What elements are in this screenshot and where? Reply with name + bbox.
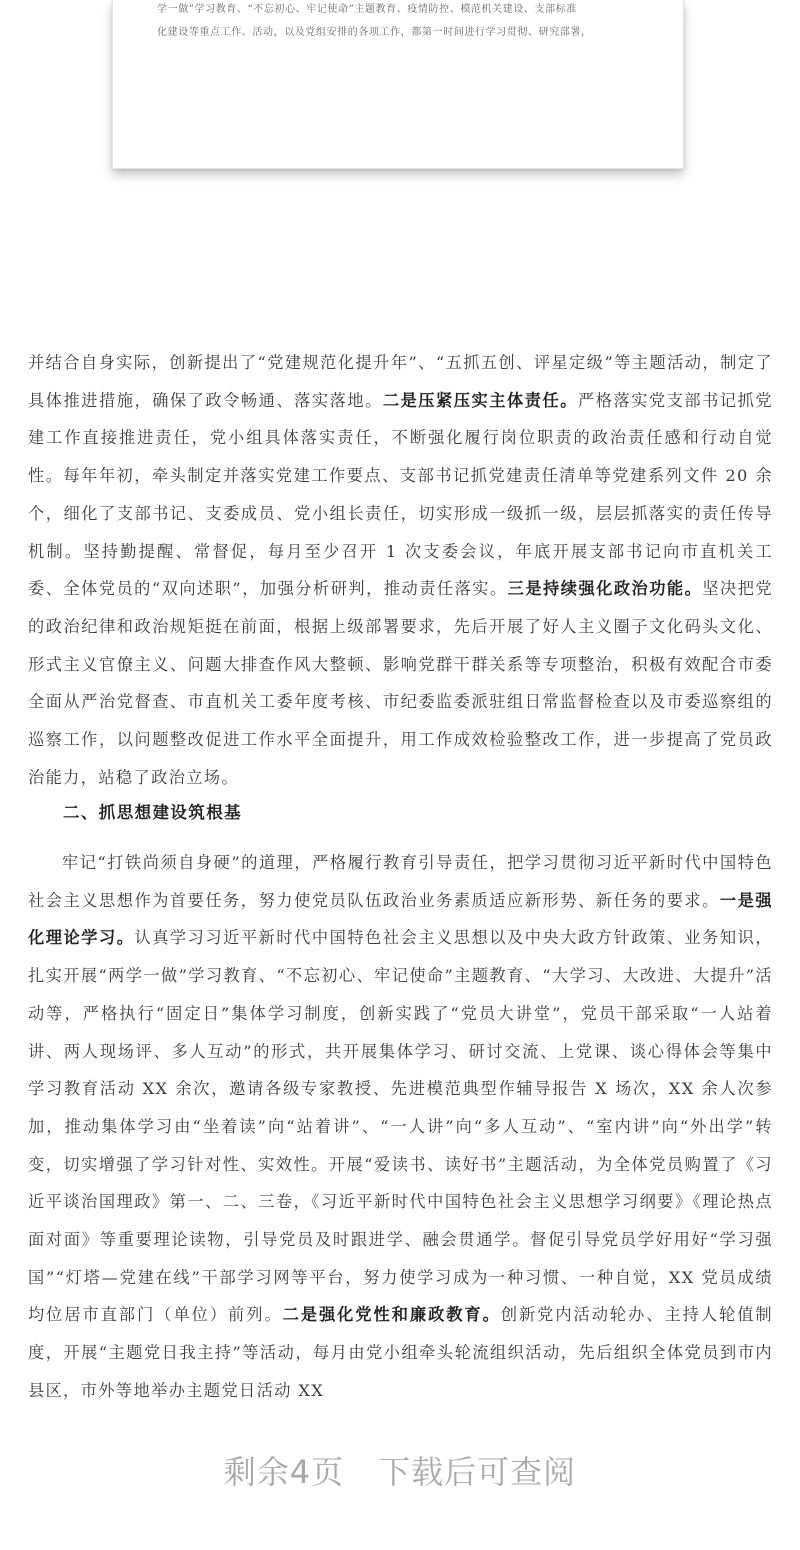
download-to-view-label: 下载后可查阅 [378, 1453, 577, 1491]
body-paragraph [28, 344, 773, 796]
paragraph-text: 严格落实党支部书记抓党建工作直接推进责任，党小组具体落实责任，不断强化履行岗位职责的政治责任感和行动自觉性。每年年初，牵头制定并落实党建工作要点、支部书记抓党建责任清单等党建系列文件 20 余个，细化了支部书记、支委成员、党小组长责任，切实形成一级抓一级，层层抓落实的责任传导机制。坚持勤提醒、常督促，每月至少召开 1 次支委会议，年底开展支部书记向市直机关工委、全体党员的“双向述职”，加强分析研判，推动责任落实。 [28, 390, 773, 599]
bold-subheading: 二是强化党性和廉政教育。 [282, 1305, 501, 1325]
paragraph-text: 并结合自身实际，创新提出了“党建规范化提升年”、“五抓五创、评星定级”等主题活动，制定了具体推进措施，确保了政令畅通、落实落地。 [28, 353, 773, 410]
previous-page-preview [112, 0, 684, 169]
bold-subheading: 一是强化理论学习。 [28, 890, 773, 948]
preview-text-line: 学一做”学习教育、“不忘初心、牢记使命”主题教育、疫情防控、模范机关建设、支部标准 [157, 4, 577, 15]
remaining-pages-count: 剩余4页 [223, 1453, 345, 1491]
bold-subheading: 二是压紧压实主体责任。 [382, 390, 578, 410]
section-heading: 二、抓思想建设筑根基 [63, 803, 242, 822]
paragraph-text: 坚决把党的政治纪律和政治规矩挺在前面，根据上级部署要求，先后开展了好人主义圈子文化码头文化、形式主义官僚主义、问题大排查作风大整顿、影响党群干群关系等专项整治，积极有效配合市委全面从严治党督查、市直机关工委年度考核、市纪委监委派驻组日常监督检查以及市委巡察组的巡察工作，以问题整改促进工作水平全面提升，用工作成效检验整改工作，进一步提高了党员政治能力，站稳了政治立场。 [28, 579, 773, 787]
preview-text-line: 化建设等重点工作、活动，以及党组安排的各项工作，都第一时间进行学习贯彻、研究部署， [157, 27, 592, 38]
remaining-pages-notice[interactable] [0, 1446, 800, 1498]
paragraph-text: 牢记“打铁尚须自身硬”的道理，严格履行教育引导责任，把学习贯彻习近平新时代中国特色社会主义思想作为首要任务，努力使党员队伍政治业务素质适应新形势、新任务的要求。 [28, 853, 773, 910]
paragraph-text: 认真学习习近平新时代中国特色社会主义思想以及中央大政方针政策、业务知识，扎实开展“两学一做”学习教育、“不忘初心、牢记使命”主题教育、“大学习、大改进、大提升”活动等，严格执行“固定日”集体学习制度，创新实践了“党员大讲堂”，党员干部采取“一人站着讲、两人现场评、多人互动”的形式，共开展集体学习、研讨交流、上党课、谈心得体会等集中学习教育活动 XX 余次，邀请各级专家教授、先进模范典型作辅导报告 X 场次，XX 余人次参加，推动集体学习由“坐着读”向“站着讲”、“一人讲”向“多人互动”、“室内讲”向“外出学”转变，切实增强了学习针对性、实效性。开展“爱读书、读好书”主题活动，为全体党员购置了《习近平谈治国理政》第一、二、三卷，《习近平新时代中国特色社会主义思想学习纲要》《理论热点面对面》等重要理论读物，引导党员及时跟进学、融会贯通学。督促引导党员学好用好“学习强国”“灯塔—党建在线”干部学习网等平台，努力使学习成为一种习惯、一种自觉，XX 党员成绩均位居市直部门（单位）前列。 [28, 928, 773, 1325]
body-paragraph [28, 844, 773, 1410]
bold-subheading: 三是持续强化政治功能。 [507, 579, 703, 599]
paragraph-text: 创新党内活动轮办、主持人轮值制度，开展“主题党日我主持”等活动，每月由党小组牵头轮流组织活动，先后组织全体党员到市内县区，市外等地举办主题党日活动 XX [28, 1305, 773, 1400]
